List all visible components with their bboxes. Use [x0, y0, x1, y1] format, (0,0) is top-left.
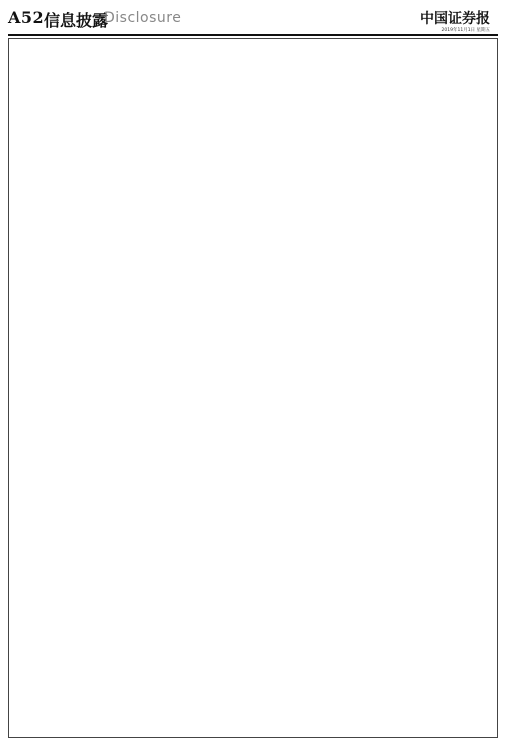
masthead-rule: [8, 34, 498, 36]
newspaper-logo: 中国证券报: [420, 11, 490, 27]
issue-dateline: 2019年11月1日 星期五: [441, 28, 490, 33]
section-title-en: Disclosure: [104, 10, 182, 26]
section-title-cn: 信息披露: [44, 11, 109, 30]
masthead: [8, 8, 498, 33]
page-number: A52: [8, 8, 45, 27]
disclosure-table: [8, 38, 498, 738]
